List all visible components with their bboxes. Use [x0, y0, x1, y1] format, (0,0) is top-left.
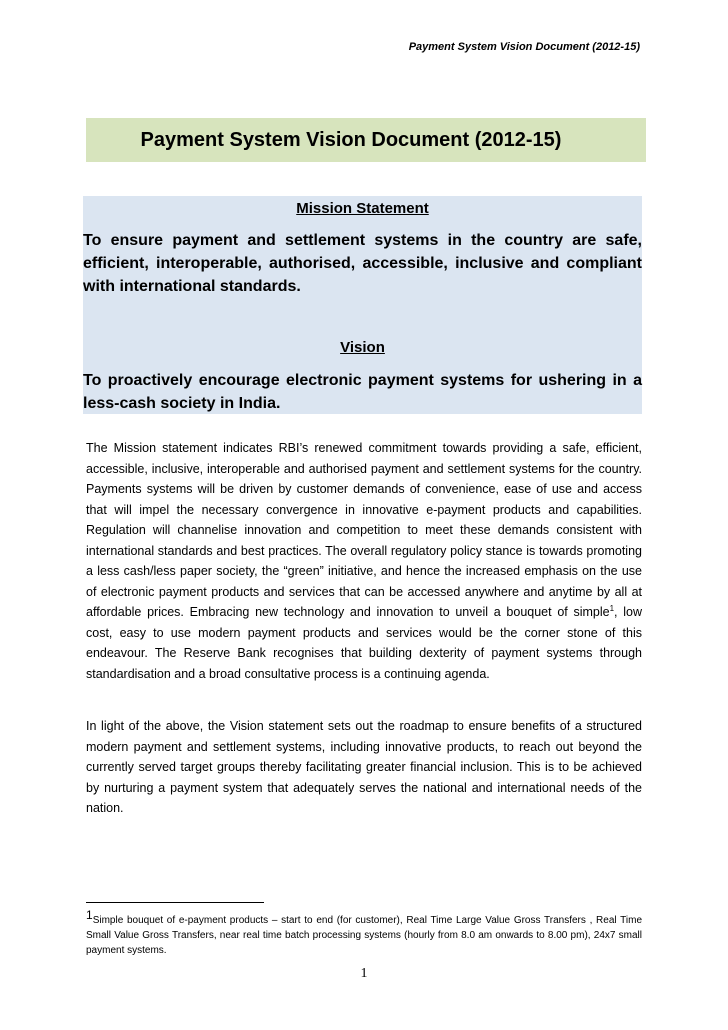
paragraph-1-part-1: The Mission statement indicates RBI’s renewed commitment towards providing a safe, efficient, accessible, inclusive, interoperable and authorised payment and settlement systems for the country. Payments systems will be driven by customer demands of convenience, ease of use and access that will impel the necessary convergence in innovative e-payment products and capabilities. Regulation will channelise innovation and competition to meet these demands consistent with international standards and best practices. The overall regulatory policy stance is towards promoting a less cash/less paper society, the “green” initiative, and hence the increased emphasis on the use of electronic payment products and services that can be accessed anywhere and anytime by all at affordable prices. Embracing new technology and innovation to unveil a bouquet of simple: [86, 441, 642, 619]
footnote-divider: [86, 902, 264, 903]
body-paragraph-2: In light of the above, the Vision statement sets out the roadmap to ensure benefits of a structured modern payment and settlement systems, including innovative products, to reach out beyond the currently served target groups thereby facilitating greater financial inclusion. This is to be achieved by nurturing a payment system that adequately serves the national and international needs of the nation.: [86, 719, 642, 815]
running-header: Payment System Vision Document (2012-15): [408, 41, 640, 53]
mission-vision-box: [83, 196, 642, 414]
mission-heading: Mission Statement: [296, 200, 429, 217]
paragraph-1-part-2: , low cost, easy to use modern payment products and services would be the corner stone of this endeavour. The Reserve Bank recognises that building dexterity of payment systems through standardisation and a broad consultative process is a continuing agenda.: [86, 605, 642, 681]
title-box: [86, 118, 646, 162]
page-number: 1: [360, 966, 368, 981]
body-paragraph-1: [86, 438, 642, 684]
footnote: [86, 908, 642, 958]
footnote-mark: 1: [86, 908, 93, 922]
vision-text: To proactively encourage electronic payment systems for ushering in a less-cash society in India.: [83, 372, 642, 412]
vision-heading: Vision: [340, 339, 385, 356]
mission-text: To ensure payment and settlement systems in the country are safe, efficient, interoperable, authorised, accessible, inclusive and compliant with international standards.: [83, 232, 642, 295]
footnote-reference[interactable]: 1: [609, 603, 615, 613]
footnote-text: Simple bouquet of e-payment products – start to end (for customer), Real Time Large Value Gross Transfers , Real Time Small Value Gross Transfers, near real time batch processing systems (hourly from 8.0 am onwards to 8.00 pm), 24x7 small payment systems.: [86, 915, 642, 956]
document-title: Payment System Vision Document (2012-15): [140, 128, 562, 151]
